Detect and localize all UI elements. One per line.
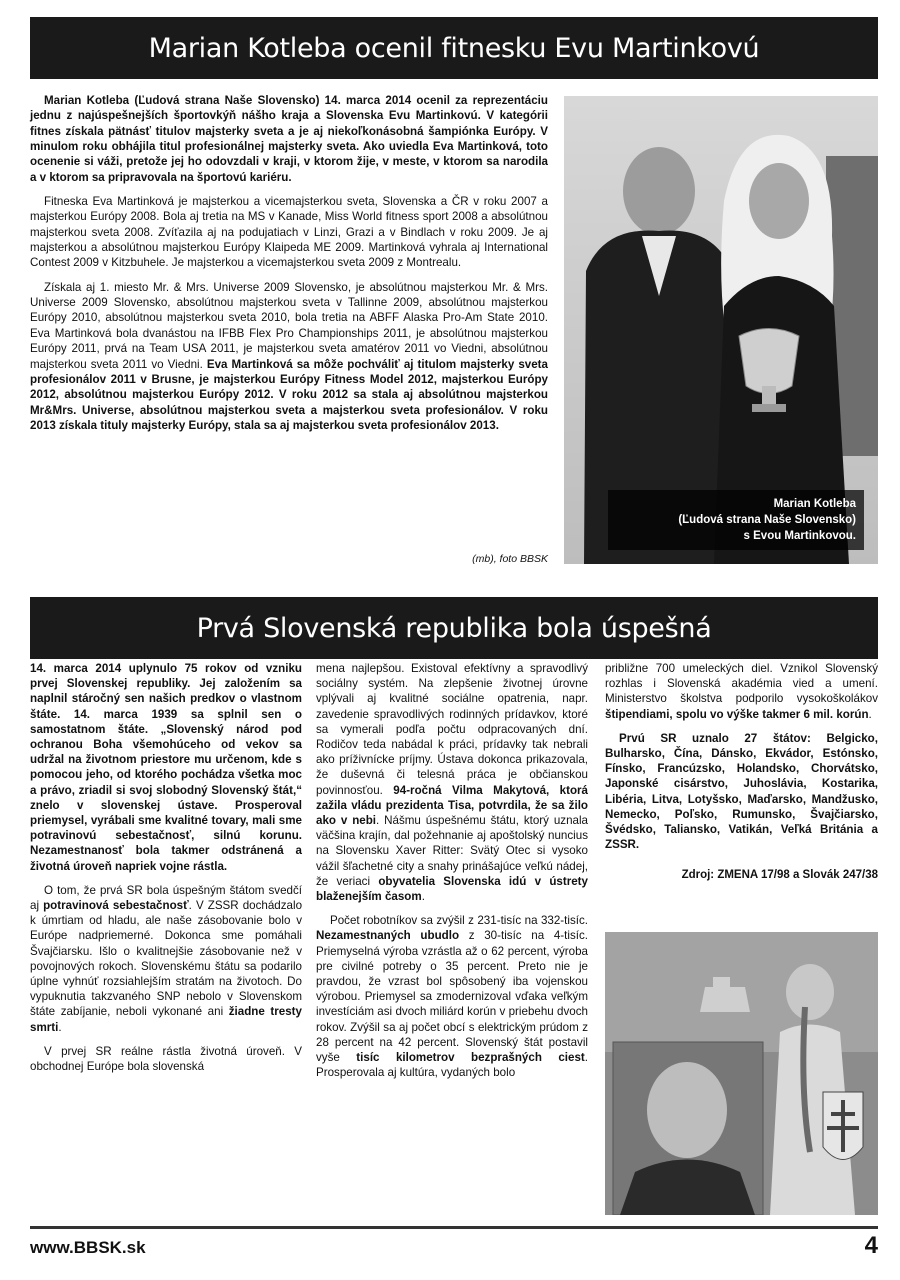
article1-lead: Marian Kotleba (Ľudová strana Naše Slovensko) 14. marca 2014 ocenil za reprezentáciu jednu z najúspešnejších športovkýň nášho kraja a Slovenska Evu Martinkovú. V kategórii fitnes získala pätnásť titulov majsterky sveta a je aj niekoľkonásobná šampiónka Európy. V minulom roku obhájila titul profesionálnej majsterky sveta. Ako uviedla Eva Martinková, toto ocenenie si váži, pretože jej ho odovzdali v kraji, v ktorom žije, v meste, v ktorom sa narodila a v ktorom sa pripravovala na športovú kariéru. xyxy=(30,94,548,184)
photo-credit: (mb), foto BBSK xyxy=(472,553,548,565)
historical-painting xyxy=(605,932,878,1215)
article2-paragraph: približne 700 umeleckých diel. Vznikol Slovenský rozhlas i Slovenská akadémia vied a umení. Ministerstvo školstva podporilo vysokoškolákov štipendiami, spolu vo výške takmer 6 mil. korún. xyxy=(605,662,878,721)
footer-divider xyxy=(30,1226,878,1229)
article2-source: Zdroj: ZMENA 17/98 a Slovák 247/38 xyxy=(681,869,878,882)
article1-paragraph-2: Fitneska Eva Martinková je majsterkou a vicemajsterkou sveta, Slovenska a ČR v roku 2007 a majsterkou Európy 2008. Bola aj tretia na MS v Kanade, Miss World fitness sport 2008 a absolútnou majsterkou sveta 2008. Zvíťazila aj na podujatiach v Linzi, Grazi a v Bindlach v roku 2009. Je aj majsterkou a absolútnou majsterkou Európy Klaipeda ME 2009. Martinková vyhrala aj International Contest 2009 v Kitzbuhele. Je majsterkou a vicemajsterkou sveta 2009 z Montrealu. xyxy=(30,195,548,270)
article2-headline-banner xyxy=(30,597,878,659)
painting-illustration xyxy=(605,932,878,1215)
article1-paragraph-3: Získala aj 1. miesto Mr. & Mrs. Universe 2009 Slovensko, je absolútnou majsterkou Mr. & Mrs. Universe 2009 Slovensko, absolútnou majsterkou sveta v Tallinne 2009, absolútnou majsterkou Európy 2010, absolútnou majsterkou sveta 2010, bola tretia na ABFF Alaska Pro-Am State 2010. Eva Martinková bola dvanástou na IFBB Flex Pro Championships 2011, je absolútnou majsterkou Európy 2011, prvá na Team USA 2011, je majsterkou sveta amatérov 2011 vo Viedni, absolútnou majsterkou sveta 2011 vo Viedni. Eva Martinková sa môže pochváliť aj titulom majsterky sveta profesionálov 2011 v Brusne, je majsterkou Európy Fitness Model 2012, majsterkou Európy 2012, absolútnou majsterkou Európy 2012. V roku 2012 sa stala aj absolútnou majsterkou Mr&Mrs. Universe, absolútnou majsterkou sveta a majsterkou sveta profesionálov. V roku 2013 získala tituly majsterky Európy, stala sa aj majsterkou sveta profesionálov 2013. xyxy=(30,280,548,432)
page-number: 4 xyxy=(864,1232,878,1259)
article2-paragraph: mena najlepšou. Existoval efektívny a spravodlivý sociálny systém. Na zlepšenie životnej úrovne vplývali aj kvalitné sociálne opatrenia, napr. zavedenie spravodlivých rodinných prídavkov, ktoré sa vymerali podľa počtu odpracovaných dní. Rodičov teda nabádal k práci, prídavky tak nebrali ako príživnícke príjmy. Ústava dokonca prikazovala, že duševná či telesná práca je občianskou povinnosťou. 94-ročná Vilma Makytová, ktorá zažila vládu prezidenta Tisa, potvrdila, že sa žilo ako v nebi. Nášmu úspešnému štátu, ktorý uznala väčšina krajín, dal požehnanie aj apoštolský nuncius na Slovensku Xaver Ritter: Svätý Otec si vysoko vážil šľachetné city a snahy prinášajúce veľkú nádej, že veriaci obyvatelia Slovenska idú v ústrety blaženejším časom. xyxy=(316,662,588,904)
article2-paragraph: Počet robotníkov sa zvýšil z 231-tisíc na 332-tisíc. Nezamestnaných ubudlo z 30-tisíc na 4-tisíc. Priemyselná výroba vzrástla až o 62 percent, výroba pre civilné potreby o 35 percent. Preto nie je pravdou, že vzrast bol spôsobený iba vojenskou výrobou. Priemysel sa zmodernizoval vďaka veľkým investíciám asi dvoch miliárd korún v priebehu dvoch rokov. Zvýšil sa aj počet obcí s elektrickým prúdom z 28 percent na 42 percent. Slovenský štát postavil vyše tisíc kilometrov bezprašných ciest. Prosperovala aj kultúra, vydaných bolo xyxy=(316,914,589,1080)
article2-paragraph: O tom, že prvá SR bola úspešným štátom svedčí aj potravinová sebestačnosť. V ZSSR dochádzalo k úmrtiam od hladu, ale naše zásobovanie bolo v Európe nadpriemerné. Dokonca sme pomáhali Švajčiarsku. Išlo o kvalitnejšie zásobovanie než v povojnových rokoch. Slovenskému štátu sa podarilo úplne vyhnúť rozsiahlejším stratám na životoch. Do vypuknutia takzvaného SNP nebolo v Slovenskom štáte zabíjanie, neboli vykonané ani žiadne tresty smrti. xyxy=(30,883,303,1034)
kotleba-martinkova-photo xyxy=(564,96,878,564)
article2-lead: 14. marca 2014 uplynulo 75 rokov od vzniku prvej Slovenskej republiky. Jej založením sa naplnil stáročný sen našich predkov o vlastnom štáte. 14. marca 1939 sa splnil sen o samostatnom štáte. „Slovenský národ pod ochranou Boha všemohúceho od vekov sa udržal na životnom priestore mu určenom, kde s pomocou jeho, od ktorého pochádza všetka moc a právo, zriadil si svoj slobodný Slovenský štát,“ znelo v slovenskej ústave. Prosperoval priemysel, vyrábali sme kvalitné tovary, mali sme potravinovú sebestačnosť, silnú korunu. Nezamestnanosť bola takmer odstránená a životná úroveň napriek vojne rástla. xyxy=(30,662,302,873)
article1-body xyxy=(30,93,548,442)
article1-headline-banner xyxy=(30,17,878,79)
article1-title: Marian Kotleba ocenil fitnesku Evu Martinkovú xyxy=(148,32,760,64)
article2-paragraph: V prvej SR reálne rástla životná úroveň. V obchodnej Európe bola slovenská xyxy=(30,1044,302,1074)
recognizing-states-list: Prvú SR uznalo 27 štátov: Belgicko, Bulharsko, Čína, Dánsko, Ekvádor, Estónsko, Fínsko, Francúzsko, Holandsko, Chorvátsko, Japonské cisárstvo, Juhoslávia, Kostarika, Libéria, Litva, Lotyšsko, Maďarsko, Mandžusko, Nemecko, Poľsko, Rumunsko, Švajčiarsko, Švédsko, Taliansko, Vatikán, Veľká Británia a ZSSR. xyxy=(605,731,878,852)
article2-column-2 xyxy=(316,661,588,1089)
article2-column-1 xyxy=(30,661,302,1083)
article2-title: Prvá Slovenská republika bola úspešná xyxy=(196,612,712,644)
article2-column-3 xyxy=(605,661,878,884)
photo-caption: Marian Kotleba (Ľudová strana Naše Slovensko) s Evou Martinkovou. xyxy=(608,490,864,550)
footer-website[interactable]: www.BBSK.sk xyxy=(30,1238,146,1257)
